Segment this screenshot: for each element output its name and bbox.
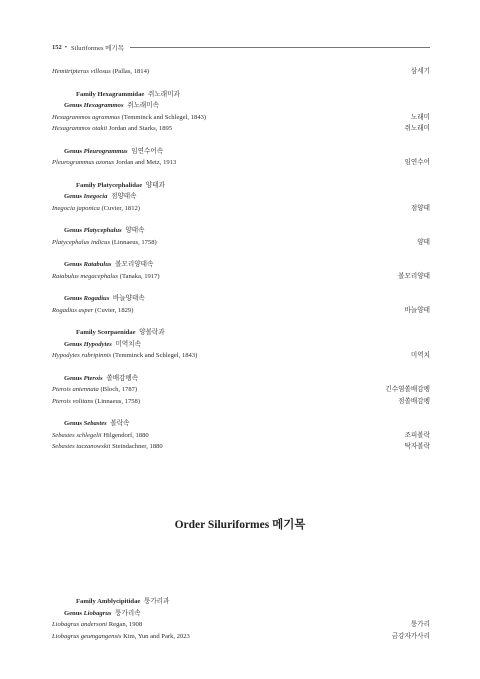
genus-label: Genus — [64, 420, 84, 427]
section-gap — [52, 214, 430, 225]
genus-label: Genus — [64, 227, 84, 234]
genus-korean-name: 쥐노래미속 — [125, 102, 160, 109]
species-binomial: Pterois volitans — [52, 397, 94, 405]
species-authority: (Linnaeus, 1758) — [110, 238, 157, 246]
species-row — [52, 112, 430, 124]
species-korean-name: 볼모리양태 — [398, 272, 430, 280]
species-authority: (Linnaeus, 1758) — [93, 397, 141, 405]
genus-name: Pleurogrammus — [83, 147, 128, 155]
family-heading — [52, 89, 430, 101]
species-binomial: Sebastes schlegelii — [52, 431, 102, 439]
species-row — [52, 619, 430, 631]
species-korean-name: 미역치 — [410, 352, 430, 359]
genus-heading — [52, 418, 430, 430]
genus-korean-name: 바늘양태속 — [111, 295, 145, 302]
genus-heading — [52, 373, 430, 385]
species-binomial: Hexagrammos agrammus — [52, 113, 120, 121]
genus-label: Genus — [64, 374, 84, 382]
genus-korean-name: 양태속 — [123, 227, 145, 234]
taxon-list-scorpaeniformes — [52, 66, 430, 453]
genus-label: Genus — [64, 193, 84, 200]
family-name: Scorpaenidae — [97, 329, 136, 336]
genus-heading — [52, 259, 430, 271]
species-row — [52, 123, 430, 135]
species-authority: Jordan and Starks, 1895 — [107, 125, 173, 132]
species-binomial: Liobagrus geumgangensis — [52, 632, 122, 640]
genus-label: Genus — [64, 340, 84, 348]
genus-korean-name: 볼락속 — [108, 420, 130, 427]
species-binomial: Pleurogrammus azonus — [52, 159, 115, 166]
running-header — [52, 41, 430, 53]
species-korean-name: 금강자가사리 — [391, 632, 430, 640]
species-authority: (Cuvier, 1812) — [99, 204, 141, 212]
genus-label: Genus — [64, 102, 84, 109]
species-authority: (Pallas, 1814) — [110, 68, 150, 75]
family-label: Family — [76, 90, 98, 98]
genus-heading — [52, 100, 430, 112]
family-name: Amblycipitidae — [97, 598, 141, 605]
species-korean-name: 바늘양태 — [404, 306, 430, 314]
header-bullet: • — [64, 43, 68, 51]
species-authority: Kim, Yun and Park, 2023 — [121, 632, 190, 640]
genus-heading — [52, 293, 430, 305]
family-heading — [52, 180, 430, 192]
page-number: 152 — [52, 43, 62, 51]
genus-name: Inegocia — [83, 193, 108, 200]
genus-korean-name: 볼모리양태속 — [113, 261, 154, 268]
species-row — [52, 203, 430, 215]
genus-heading — [52, 146, 430, 158]
species-row — [52, 305, 430, 317]
genus-korean-name: 임연수어속 — [129, 147, 164, 155]
species-korean-name: 삼세기 — [410, 68, 430, 75]
section-gap — [52, 78, 430, 89]
section-gap — [52, 362, 430, 373]
species-authority: (Cuvier, 1829) — [93, 306, 134, 314]
species-authority: Jordan and Metz, 1913 — [114, 159, 177, 166]
family-label: Family — [76, 329, 98, 336]
section-gap — [52, 316, 430, 327]
species-korean-name: 조피볼락 — [404, 431, 430, 439]
genus-heading — [52, 339, 430, 351]
genus-name: Sebastes — [83, 420, 107, 427]
species-korean-name: 노래미 — [410, 113, 430, 121]
genus-korean-name: 퉁가리속 — [113, 609, 141, 617]
species-row — [52, 157, 430, 169]
genus-heading — [52, 608, 430, 620]
species-korean-name: 점양태 — [410, 204, 430, 212]
genus-name: Ratabulus — [83, 261, 112, 268]
species-korean-name: 퉁가리 — [410, 621, 430, 628]
genus-label: Genus — [64, 609, 84, 617]
family-label: Family — [76, 598, 98, 605]
species-authority: (Bloch, 1787) — [98, 386, 138, 393]
family-korean-name: 쥐노래미과 — [146, 90, 180, 98]
taxon-list-siluriformes — [52, 596, 430, 642]
species-authority: Regan, 1908 — [107, 621, 143, 628]
species-row — [52, 350, 430, 362]
species-row — [52, 396, 430, 408]
section-gap — [52, 248, 430, 259]
species-korean-name: 양태 — [417, 238, 430, 246]
running-section-title: Siluriformes 메기목 — [71, 44, 124, 52]
species-authority: Hilgendorf, 1880 — [101, 431, 149, 439]
species-binomial: Hemitripterus villosus — [52, 68, 111, 75]
family-heading — [52, 596, 430, 608]
species-korean-name: 점쏠배감펭 — [398, 397, 430, 405]
species-korean-name: 긴수염쏠배감펭 — [385, 386, 430, 393]
genus-heading — [52, 191, 430, 203]
species-row — [52, 441, 430, 453]
species-binomial: Liobagrus andersoni — [52, 621, 108, 628]
species-authority: Steindachner, 1880 — [110, 443, 163, 450]
genus-heading — [52, 225, 430, 237]
species-binomial: Rogadius asper — [52, 306, 94, 314]
family-korean-name: 퉁가리과 — [142, 598, 170, 605]
family-korean-name: 양볼락과 — [137, 329, 165, 336]
family-name: Platycephalidae — [97, 181, 143, 189]
section-gap — [52, 282, 430, 293]
genus-name: Liobagrus — [83, 609, 112, 617]
section-gap — [52, 135, 430, 146]
genus-label: Genus — [64, 295, 84, 302]
species-binomial: Ratabulus megacephalus — [52, 272, 119, 280]
species-authority: (Tanaka, 1917) — [118, 272, 160, 280]
species-binomial: Pterois antennata — [52, 386, 99, 393]
family-korean-name: 양태과 — [144, 181, 165, 189]
species-binomial: Sebastes taczanowskii — [52, 443, 111, 450]
species-row — [52, 384, 430, 396]
species-authority: (Temminck and Schlegel, 1843) — [119, 113, 207, 121]
genus-name: Hexagrammos — [83, 102, 124, 109]
genus-label: Genus — [64, 147, 84, 155]
section-gap — [52, 407, 430, 418]
family-name: Hexagrammidae — [97, 90, 145, 98]
genus-korean-name: 미역치속 — [113, 340, 141, 348]
species-row — [52, 430, 430, 442]
genus-name: Pterois — [83, 374, 103, 382]
species-korean-name: 탁자볼락 — [404, 443, 430, 450]
family-heading — [52, 327, 430, 339]
species-row — [52, 271, 430, 283]
genus-korean-name: 점양태속 — [109, 193, 137, 200]
section-gap — [52, 169, 430, 180]
genus-label: Genus — [64, 261, 84, 268]
order-heading: Order Siluriformes 메기목 — [174, 519, 306, 531]
species-korean-name: 임연수어 — [404, 159, 430, 166]
species-binomial: Hexagrammos otakii — [52, 125, 108, 132]
species-binomial: Platycephalus indicus — [52, 238, 111, 246]
genus-name: Rogadius — [83, 295, 110, 302]
genus-korean-name: 쏠배감펭속 — [104, 374, 139, 382]
species-binomial: Hypodytes rubripinnis — [52, 352, 112, 359]
species-binomial: Inegocia japonica — [52, 204, 100, 212]
species-row — [52, 237, 430, 249]
species-row — [52, 631, 430, 643]
genus-name: Platycephalus — [83, 227, 122, 234]
species-row — [52, 66, 430, 78]
species-korean-name: 쥐노래미 — [404, 125, 430, 132]
genus-name: Hypodytes — [83, 340, 112, 348]
header-rule — [130, 47, 430, 48]
species-authority: (Temminck and Schlegel, 1843) — [111, 352, 198, 359]
family-label: Family — [76, 181, 98, 189]
